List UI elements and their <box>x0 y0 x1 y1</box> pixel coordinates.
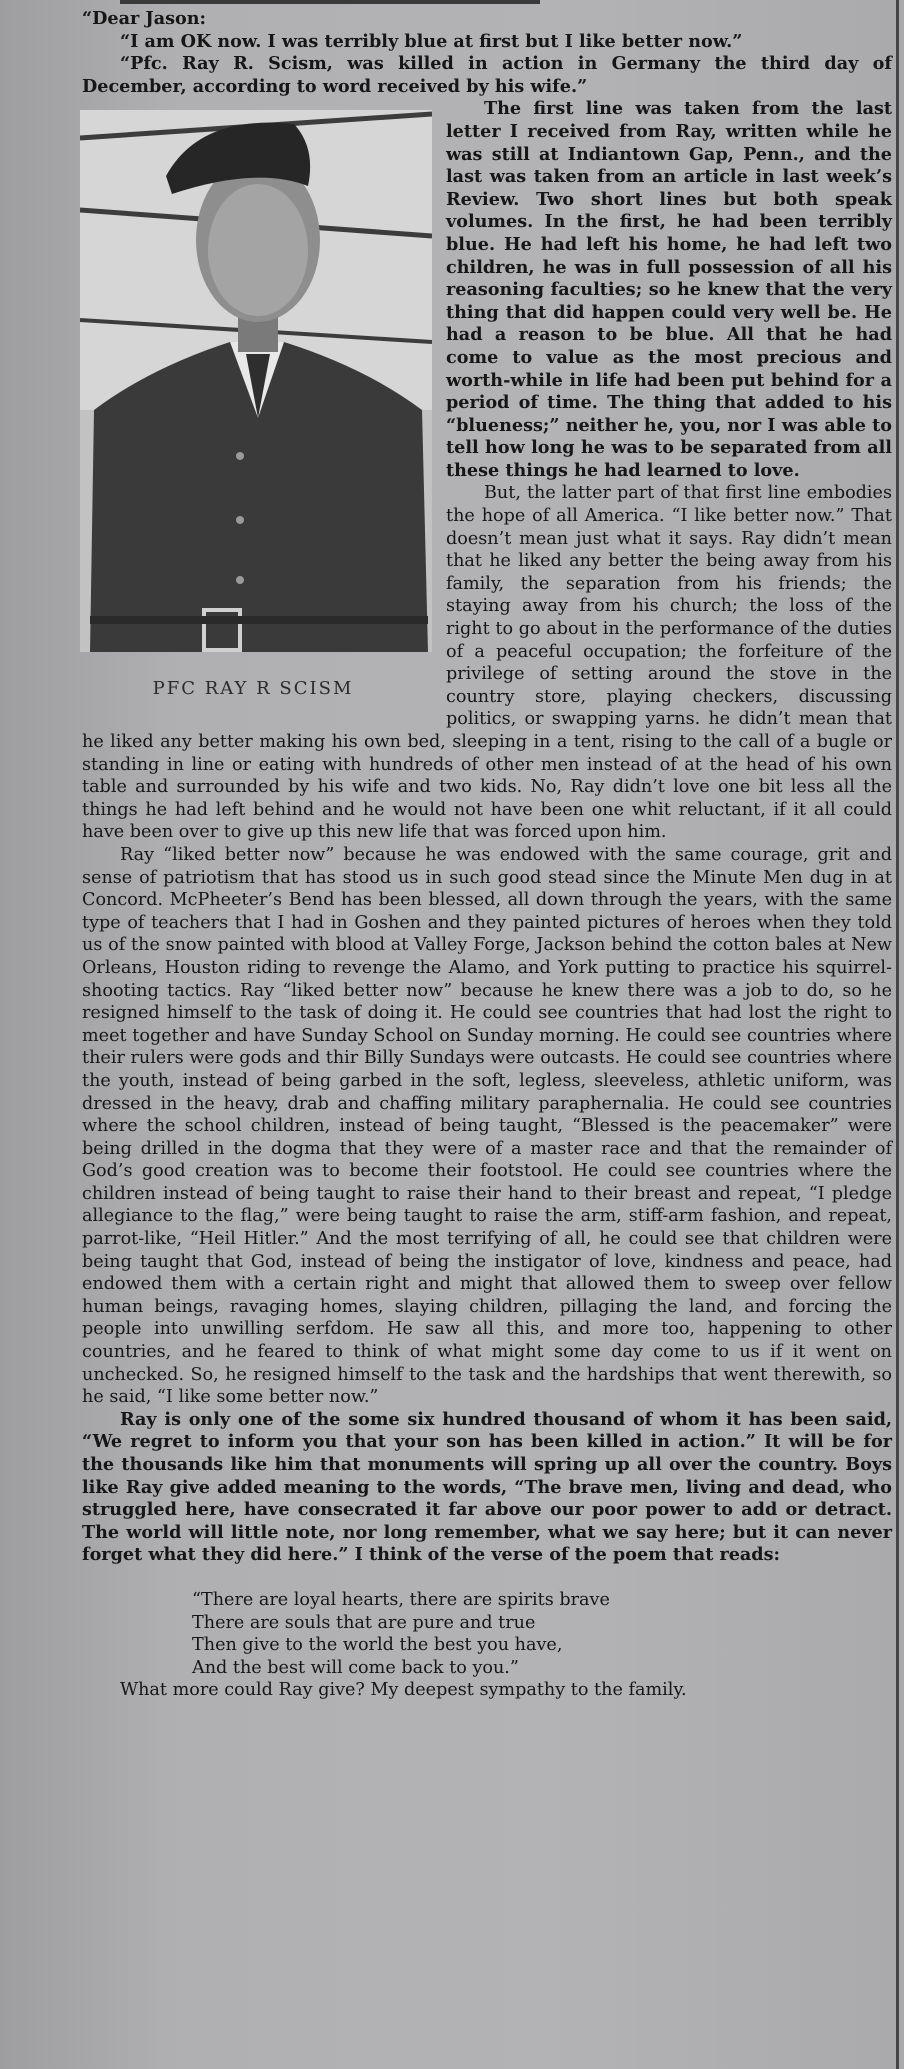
paragraph-4: Ray is only one of the some six hundred thousand of whom it has been said, “We regret to inform you that your son has been killed in action.” It will be for the thousands like him that monuments will spring up all over the country. Boys like Ray give added meaning to the words, “The brave men, living and dead, who struggled here, have consecrated it far above our poor power to add or detract. The world will little note, nor long remember, what we say here; but it can never forget what they did here.” I think of the verse of the poem that reads: <box>82 1408 892 1566</box>
poem-line: “There are loyal hearts, there are spirits brave <box>192 1589 610 1610</box>
column-rule <box>896 0 899 2069</box>
photo-caption: PFC RAY R SCISM <box>152 678 354 700</box>
salutation: “Dear Jason: <box>82 8 207 29</box>
news-quote: “Pfc. Ray R. Scism, was killed in action in Germany the third day of December, according to word received by his wife.” <box>82 53 892 97</box>
photo-block <box>74 108 432 724</box>
article-column <box>82 8 892 1702</box>
poem-line: There are souls that are pure and true <box>192 1612 536 1633</box>
poem-line: Then give to the world the best you have, <box>192 1635 563 1656</box>
paragraph-1: The first line was taken from the last letter I received from Ray, written while he was still at Indiantown Gap, Penn., and the last was taken from an article in last week’s Review. Two short lines but both speak volumes. In the first, he had been terribly blue. He had left his home, he had left two children, he was in full possession of all his reasoning faculties; so he knew that the very thing that did happen could very well be. He had a reason to be blue. All that he had come to value as the most precious and worth-while in life had been put behind for a period of time. The thing that added to his “blueness;” neither he, you, nor I was able to tell how long he was to be separated from all these things he had learned to love. <box>446 98 892 481</box>
top-rule <box>120 0 540 4</box>
paragraph-3: Ray “liked better now” because he was endowed with the same courage, grit and sense of patriotism that has stood us in such good stead since the Minute Men dug in at Concord. McPheeter’s Bend has been blessed, all down through the years, with the same type of teachers that I had in Goshen and they painted pictures of heroes when they told us of the snow painted with blood at Valley Forge, Jackson behind the cotton bales at New Orleans, Houston riding to revenge the Alamo, and York putting to practice his squirrel-shooting tactics. Ray “liked better now” because he knew there was a job to do, so he resigned himself to the task of doing it. He could see countries that had lost the right to meet together and have Sunday School on Sunday morning. He could see countries where their rulers were gods and thir Billy Sundays were outcasts. He could see countries where the youth, instead of being garbed in the soft, legless, sleeveless, athletic uniform, was dressed in the heavy, drab and chaffing military paraphernalia. He could see countries where the school children, instead of being taught, “Blessed is the peacemaker” were being drilled in the dogma that they were of a master race and that the remainder of God’s good creation was to become their footstool. He could see countries where the children instead of being taught to raise their hand to their breast and repeat, “I pledge allegiance to the flag,” were being taught to raise the arm, stiff-arm fashion, and repeat, parrot-like, “Heil Hitler.” And the most terrifying of all, he could see that children were being taught that God, instead of being the instigator of love, kindness and peace, had endowed them with a certain right and might that allowed them to sweep over fellow human beings, ravaging homes, slaying children, pillaging the land, and forcing the people into unwilling serfdom. He saw all this, and more too, happening to other countries, and he feared to think of what might some day come to us if it went on unchecked. So, he resigned himself to the task and the hardships that went therewith, so he said, “I like some better now.” <box>82 844 892 1408</box>
poem-line: And the best will come back to you.” <box>192 1657 519 1678</box>
closing-line: What more could Ray give? My deepest sympathy to the family. <box>120 1680 687 1701</box>
opening-quote: “I am OK now. I was terribly blue at first but I like better now.” <box>120 30 743 52</box>
soldier-photo <box>80 110 432 652</box>
paragraph-2: But, the latter part of that first line embodies the hope of all America. “I like better now.” That doesn’t mean just what it says. Ray didn’t mean that he liked any better the being away from his family, the separation from his friends; the staying away from his church; the loss of the right to go about in the performance of the duties of a peaceful occupation; the forfeiture of the privilege of setting around the stove in the country store, playing checkers, discussing politics, or swapping yarns. he didn’t mean that he liked any better making his own bed, sleeping in a tent, rising to the call of a bugle or standing in line or eating with hundreds of other men instead of at the head of his own table and surrounded by his wife and two kids. No, Ray didn’t love one bit less all the things he had left behind and he would not have been one whit reluctant, if it all could have been over to give up this new life that was forced upon him. <box>82 483 892 843</box>
soldier-portrait-icon <box>80 110 432 652</box>
poem-verse <box>192 1589 892 1679</box>
